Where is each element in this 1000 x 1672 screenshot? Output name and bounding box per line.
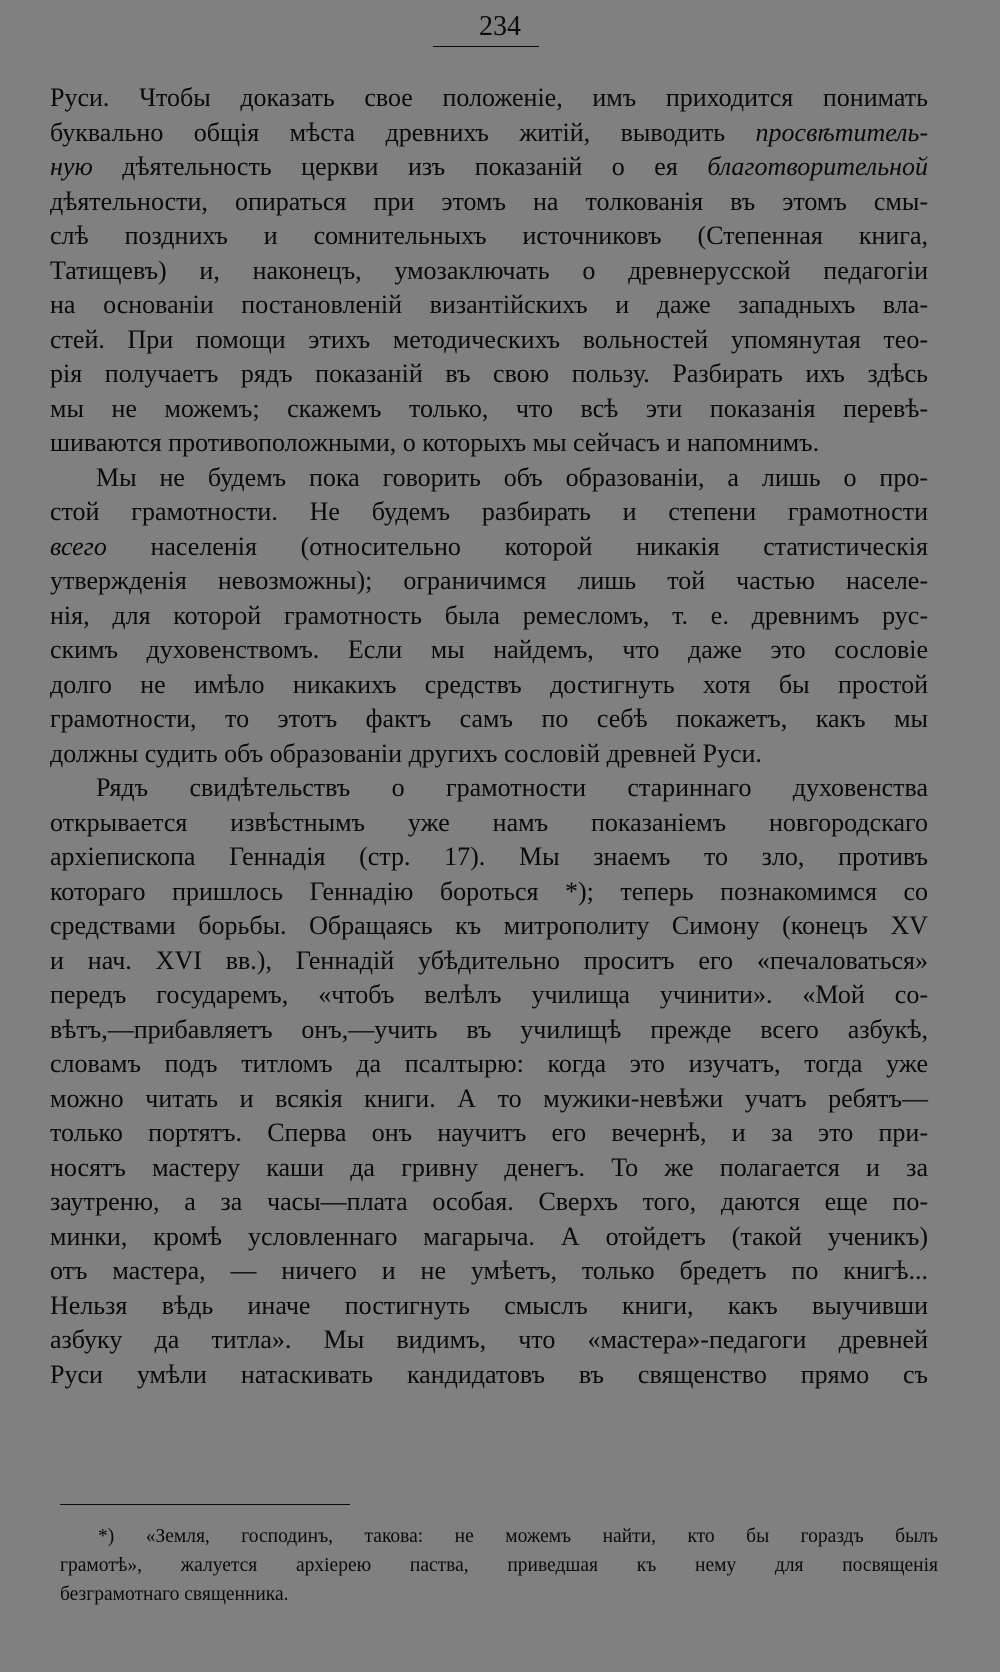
text-line: стой грамотности. Не будемъ разбирать и степени грамотности — [50, 497, 928, 526]
text-line: средствами борьбы. Обращаясь къ митрополиту Симону (конецъ XV — [50, 911, 928, 940]
italic-text: благотворительной — [707, 152, 928, 181]
text-line: ную дѣятельность церкви изъ показаній о ея благотворительной — [50, 152, 928, 181]
page-number: 234 — [479, 11, 521, 42]
text-line: утвержденія невозможны); ограничимся лишь той частью населе- — [50, 566, 928, 595]
text-line: Рядъ свидѣтельствъ о грамотности стариннаго духовенства — [96, 773, 928, 802]
text-line: азбуку да титла». Мы видимъ, что «мастера»-педагоги древней — [50, 1325, 928, 1354]
text-line: Руси. Чтобы доказать свое положеніе, имъ приходится понимать — [50, 83, 928, 112]
text-line: архіепископа Геннадія (стр. 17). Мы знаемъ то зло, противъ — [50, 842, 928, 871]
text-line: передъ государемъ, «чтобъ велѣлъ училища учинити». «Мой со- — [50, 980, 928, 1009]
text-line: дѣятельности, опираться при этомъ на толкованія въ этомъ смы- — [50, 186, 928, 216]
italic-text: всего — [50, 531, 107, 561]
text-line: шиваются противоположными, о которыхъ мы сейчасъ и напомнимъ. — [50, 428, 820, 457]
text-line: минки, кромѣ условленнаго магарыча. А отойдетъ (такой ученикъ) — [50, 1221, 928, 1251]
text-line: словамъ подъ титломъ да псалтырю: когда это изучатъ, тогда уже — [50, 1049, 928, 1078]
footnote-rule — [60, 1504, 350, 1505]
text-line: носятъ мастеру каши да гривну денегъ. То же полагается и за — [50, 1152, 928, 1182]
text-line: и нач. XVI вв.), Геннадій убѣдительно проситъ его «печаловаться» — [50, 945, 928, 975]
body-text — [50, 81, 928, 1392]
text-line: рія получаетъ рядъ показаній въ свою пользу. Разбирать ихъ здѣсь — [50, 359, 928, 388]
text-line: Мы не будемъ пока говорить объ образованіи, а лишь о про- — [96, 462, 928, 492]
text-line: слѣ позднихъ и сомнительныхъ источниковъ (Степенная книга, — [50, 221, 928, 250]
text-line: буквально общія мѣста древнихъ житій, выводить просвѣтитель- — [50, 117, 928, 147]
text-line: Руси умѣли натаскивать кандидатовъ въ священство прямо съ — [50, 1359, 928, 1389]
text-line: грамотности, то этотъ фактъ самъ по себѣ покажетъ, какъ мы — [50, 704, 928, 733]
italic-text: просвѣтитель- — [755, 117, 928, 147]
text-line: мы не можемъ; скажемъ только, что всѣ эти показанія перевѣ- — [50, 393, 928, 423]
text-line: можно читать и всякія книги. А то мужики-невѣжи учатъ ребятъ— — [50, 1083, 928, 1113]
footnote-line: грамотѣ», жалуется архіерею паства, приведшая къ нему для посвященія — [60, 1555, 938, 1576]
text-line: скимъ духовенствомъ. Если мы найдемъ, что даже это сословіе — [50, 635, 928, 664]
text-line: Нельзя вѣдь иначе постигнуть смыслъ книги, какъ выучивши — [50, 1290, 928, 1320]
text-line: долго не имѣло никакихъ средствъ достигнуть хотя бы простой — [50, 669, 928, 699]
text-line: отъ мастера, — ничего и не умѣетъ, только бредетъ по книгѣ... — [50, 1256, 928, 1285]
text-line: Татищевъ) и, наконецъ, умозаключать о древнерусской педагогіи — [50, 255, 928, 285]
text-line: должны судить объ образованіи другихъ сословій древней Руси. — [50, 738, 762, 768]
text-line: нія, для которой грамотность была ремесломъ, т. е. древнимъ рус- — [50, 600, 928, 630]
text-line: на основаніи постановленій византійскихъ и даже западныхъ вла- — [50, 290, 928, 319]
text-line: только портятъ. Сперва онъ научитъ его вечернѣ, и за это при- — [50, 1118, 928, 1147]
text-line: всего населенія (относительно которой никакія статистическія — [50, 531, 928, 561]
italic-text: ную — [50, 152, 93, 181]
header-rule — [433, 46, 539, 47]
text-line: вѣтъ,—прибавляетъ онъ,—учить въ училищѣ прежде всего азбукѣ, — [50, 1014, 928, 1044]
text-line: заутреню, а за часы—плата особая. Сверхъ того, даются еще по- — [50, 1187, 928, 1216]
text-line: открывается извѣстнымъ уже намъ показаніемъ новгородскаго — [50, 807, 928, 837]
footnote — [60, 1522, 938, 1609]
text-line: стей. При помощи этихъ методическихъ вольностей упомянутая тео- — [50, 324, 928, 354]
text-line: котораго пришлось Геннадію бороться *); теперь познакомимся со — [50, 876, 928, 906]
footnote-line: *) «Земля, господинъ, такова: не можемъ найти, кто бы гораздъ былъ — [98, 1526, 938, 1547]
footnote-line: безграмотнаго священника. — [60, 1584, 289, 1605]
